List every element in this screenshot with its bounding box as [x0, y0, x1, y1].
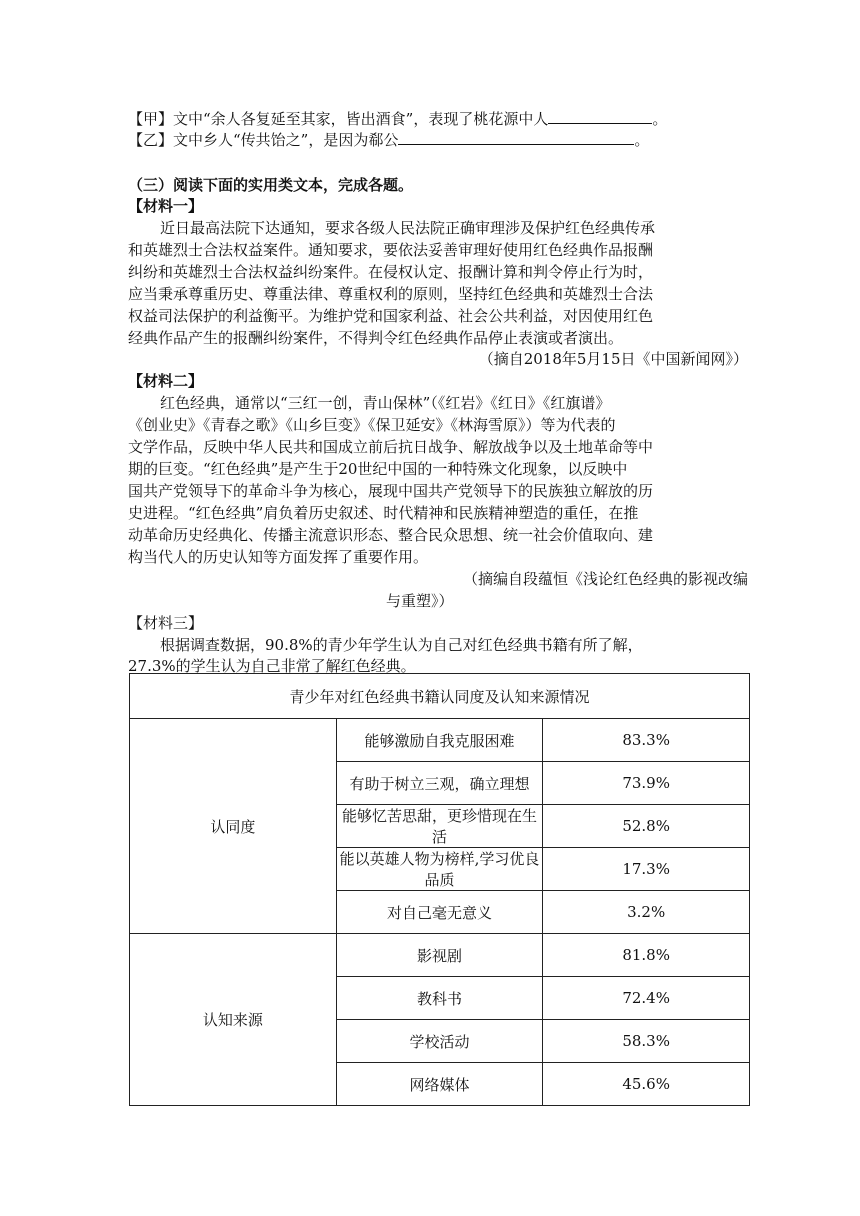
item-cell: 有助于树立三观，确立理想: [336, 762, 543, 805]
question-jia-end: 。: [652, 110, 668, 128]
value-cell: 73.9%: [543, 762, 750, 805]
material1-line: 和英雄烈士合法权益案件。通知要求，要依法妥善审理好使用红色经典作品报酬: [128, 241, 654, 259]
material2-line: 国共产党领导下的革命斗争为核心，展现中国共产党领导下的民族独立解放的历: [128, 482, 654, 500]
material2-source: （摘编自段蕴恒《浅论红色经典的影视改编: [462, 570, 748, 588]
material1-line: 应当秉承尊重历史、尊重法律、尊重权利的原则，坚持红色经典和英雄烈士合法: [128, 285, 654, 303]
answer-blank-jia[interactable]: [548, 109, 652, 124]
value-cell: 72.4%: [543, 977, 750, 1020]
table-title: 青少年对红色经典书籍认同度及认知来源情况: [130, 674, 750, 719]
item-cell: 能以英雄人物为榜样,学习优良品质: [336, 848, 543, 891]
material1-source: （摘自2018年5月15日《中国新闻网》）: [478, 350, 748, 368]
value-cell: 52.8%: [543, 805, 750, 848]
material2-line: 史进程。“红色经典”肩负着历史叙述、时代精神和民族精神塑造的重任，在推: [128, 504, 639, 522]
material3-line: 27.3%的学生认为自己非常了解红色经典。: [128, 657, 416, 675]
material3-label: 【材料三】: [128, 614, 204, 632]
material1-line: 经典作品产生的报酬纠纷案件，不得判令红色经典作品停止表演或者演出。: [128, 329, 624, 347]
material1-line: 近日最高法院下达通知，要求各级人民法院正确审理涉及保护红色经典传承: [160, 219, 656, 237]
item-cell: 网络媒体: [336, 1063, 543, 1106]
material2-line: 期的巨变。“红色经典”是产生于20世纪中国的一种特殊文化现象，以反映中: [128, 460, 628, 478]
material2-line: 红色经典，通常以“三红一创，青山保林”（《红岩》《红日》《红旗谱》: [160, 394, 611, 412]
section-heading: （三）阅读下面的实用类文本，完成各题。: [128, 176, 414, 194]
question-yi-end: 。: [634, 131, 650, 149]
item-cell: 对自己毫无意义: [336, 891, 543, 934]
item-cell: 影视剧: [336, 934, 543, 977]
question-yi: [128, 129, 649, 151]
material2-line: 文学作品，反映中华人民共和国成立前后抗日战争、解放战争以及土地革命等中: [128, 438, 654, 456]
question-jia: [128, 108, 667, 130]
table-row: [130, 719, 750, 762]
value-cell: 17.3%: [543, 848, 750, 891]
material3-line: 根据调查数据，90.8%的青少年学生认为自己对红色经典书籍有所了解，: [160, 636, 643, 654]
value-cell: 83.3%: [543, 719, 750, 762]
material1-line: 权益司法保护的利益衡平。为维护党和国家利益、社会公共利益，对因使用红色: [128, 307, 654, 325]
item-cell: 能够激励自我克服困难: [336, 719, 543, 762]
answer-blank-yi[interactable]: [398, 130, 634, 145]
value-cell: 45.6%: [543, 1063, 750, 1106]
value-cell: 3.2%: [543, 891, 750, 934]
material1-label: 【材料一】: [128, 197, 204, 215]
value-cell: 58.3%: [543, 1020, 750, 1063]
value-cell: 81.8%: [543, 934, 750, 977]
category-cell: 认知来源: [130, 934, 337, 1106]
question-yi-text: 【乙】文中乡人“传共饴之”，是因为郗公: [128, 131, 399, 149]
material2-source-cont: 与重塑》）: [386, 592, 454, 610]
question-jia-text: 【甲】文中“余人各复延至其家，皆出酒食”，表现了桃花源中人: [128, 110, 549, 128]
item-cell: 能够忆苦思甜，更珍惜现在生活: [336, 805, 543, 848]
item-cell: 学校活动: [336, 1020, 543, 1063]
material1-line: 纠纷和英雄烈士合法权益纠纷案件。在侵权认定、报酬计算和判令停止行为时，: [128, 263, 654, 281]
item-cell: 教科书: [336, 977, 543, 1020]
material2-line: 《创业史》《青春之歌》《山乡巨变》《保卫延安》《林海雪原》）等为代表的: [128, 416, 616, 434]
material2-label: 【材料二】: [128, 372, 204, 390]
material2-line: 构当代人的历史认知等方面发挥了重要作用。: [128, 548, 429, 566]
material2-line: 动革命历史经典化、传播主流意识形态、整合民众思想、统一社会价值取向、建: [128, 526, 654, 544]
category-cell: 认同度: [130, 719, 337, 934]
survey-table: [129, 673, 750, 1106]
table-row: [130, 934, 750, 977]
